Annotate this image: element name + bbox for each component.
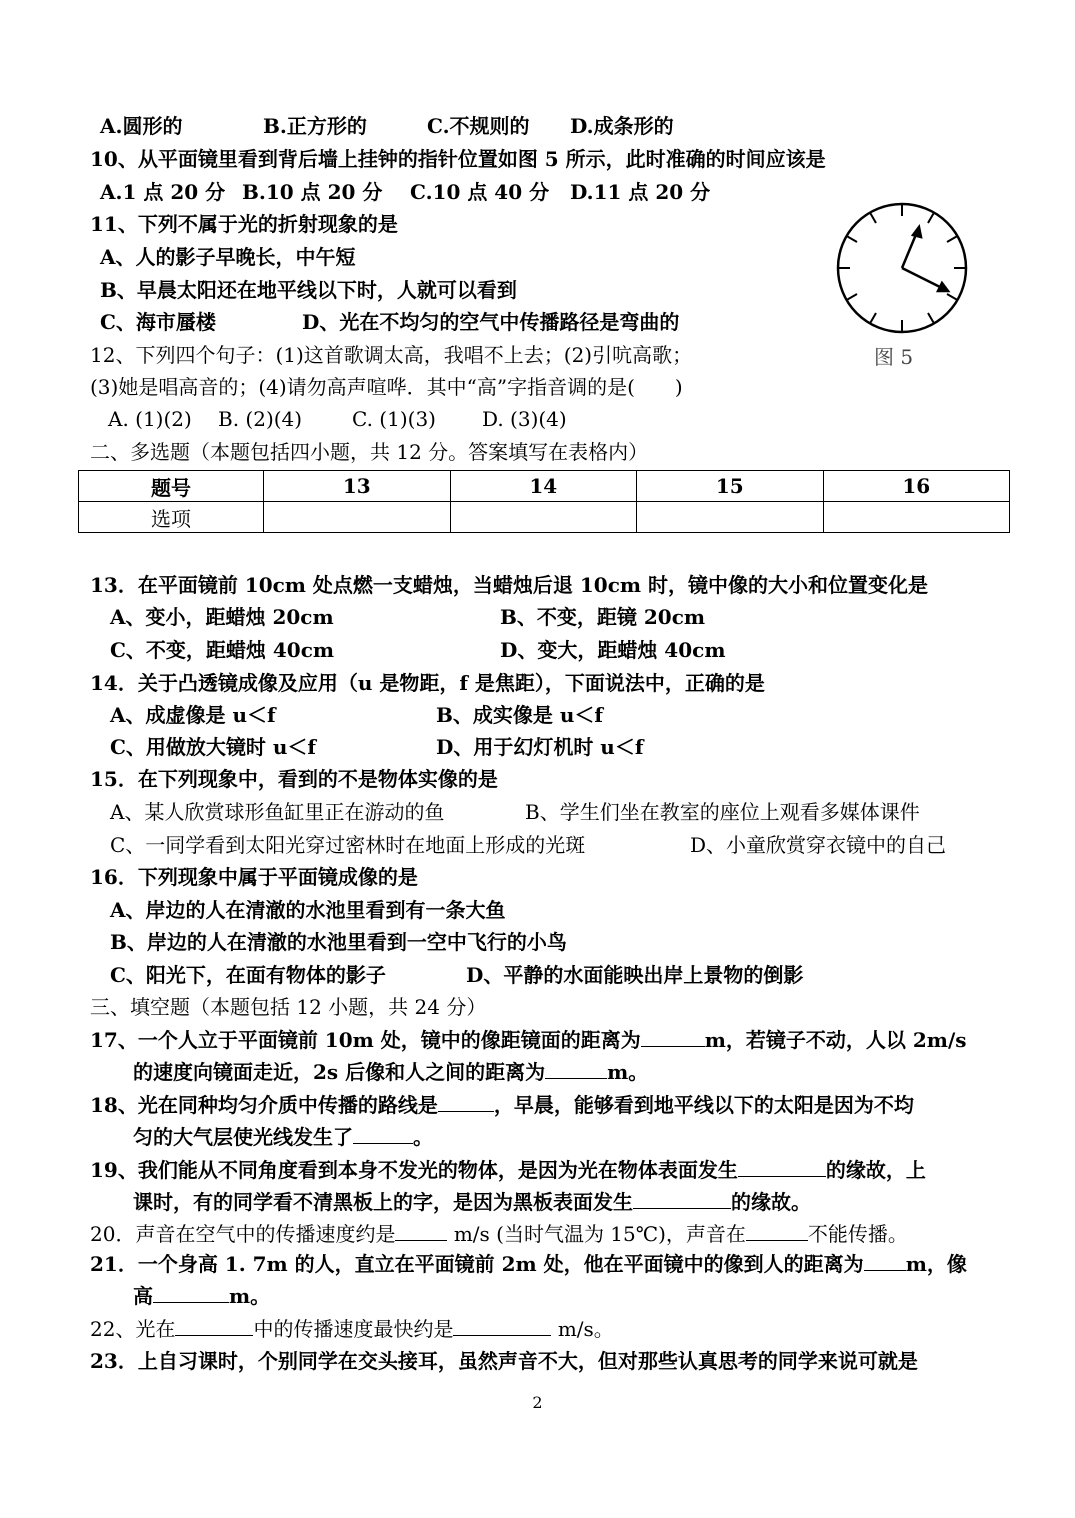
q17-line1	[90, 1027, 967, 1053]
q11-stem: 11、下列不属于光的折射现象的是	[90, 212, 398, 236]
q10-option-c: C.10 点 40 分	[410, 180, 550, 204]
q13-option-c: C、不变，距蜡烛 40cm	[110, 638, 335, 662]
q17-line2	[133, 1059, 648, 1085]
q10-option-b: B.10 点 20 分	[242, 180, 383, 204]
q19-line1	[90, 1157, 926, 1183]
q19-text: 课时，有的同学看不清黑板上的字，是因为黑板表面发生	[133, 1190, 633, 1214]
page-number: 2	[532, 1393, 543, 1412]
q10-stem: 10、从平面镜里看到背后墙上挂钟的指针位置如图 5 所示，此时准确的时间应该是	[90, 147, 826, 171]
q21-line2	[133, 1283, 270, 1309]
q17-blank-1[interactable]	[641, 1028, 705, 1047]
q22-blank-2[interactable]	[453, 1317, 551, 1336]
q21-line1	[90, 1251, 967, 1277]
q21-text: 21．一个身高 1. 7m 的人，直立在平面镜前 2m 处，他在平面镜中的像到人的距离为	[90, 1252, 864, 1276]
clock-figure	[834, 200, 970, 336]
q21-text: 高	[133, 1284, 153, 1308]
q14-stem: 14．关于凸透镜成像及应用（u 是物距，f 是焦距），下面说法中，正确的是	[90, 671, 765, 695]
q12-option-d: D. (3)(4)	[482, 407, 567, 431]
q18-blank-1[interactable]	[438, 1093, 494, 1112]
hour-hand	[902, 232, 917, 268]
q18-text: ，早晨，能够看到地平线以下的太阳是因为不均	[493, 1093, 914, 1117]
q12-line2: (3)她是唱高音的；(4)请勿高声喧哗．其中“高”字指音调的是( )	[90, 375, 683, 399]
section3-heading: 三、填空题（本题包括 12 小题，共 24 分）	[90, 995, 487, 1019]
answer-table-row2-label: 选项	[79, 502, 264, 533]
q22-text: 22、光在	[90, 1317, 176, 1341]
q14-option-b: B、成实像是 u＜f	[436, 703, 604, 727]
hour-hand-arrow	[913, 227, 921, 237]
answer-cell[interactable]	[637, 502, 824, 533]
q22-text: 中的传播速度最快约是	[253, 1317, 454, 1341]
answer-table-number: 16	[823, 471, 1010, 502]
q18-text: 匀的大气层使光线发生了	[133, 1125, 353, 1149]
q17-text: 的速度向镜面走近，2s 后像和人之间的距离为	[133, 1060, 546, 1084]
clock-hands	[902, 227, 948, 291]
q17-blank-2[interactable]	[545, 1060, 607, 1079]
section2-heading: 二、多选题（本题包括四小题，共 12 分。答案填写在表格内）	[90, 440, 649, 464]
q9-option-d: D.成条形的	[570, 114, 674, 138]
answer-table-header-row	[79, 471, 1010, 502]
q17-text: m，若镜子不动，人以 2m/s	[704, 1028, 967, 1052]
figure-caption: 图 5	[874, 345, 914, 369]
q11-option-a: A、人的影子早晚长，中午短	[100, 245, 356, 269]
q23-stem: 23．上自习课时，个别同学在交头接耳，虽然声音不大，但对那些认真思考的同学来说可就是	[90, 1349, 918, 1373]
q13-option-d: D、变大，距蜡烛 40cm	[500, 638, 726, 662]
q15-option-c: C、一同学看到太阳光穿过密林时在地面上形成的光斑	[110, 833, 586, 857]
q21-blank-1[interactable]	[864, 1252, 906, 1271]
answer-table-number: 13	[264, 471, 451, 502]
q13-stem: 13．在平面镜前 10cm 处点燃一支蜡烛，当蜡烛后退 10cm 时，镜中像的大小和位置变化是	[90, 573, 929, 597]
answer-cell[interactable]	[264, 502, 451, 533]
q19-blank-1[interactable]	[738, 1158, 826, 1177]
q20-blank-2[interactable]	[746, 1222, 808, 1241]
q19-text: 的缘故，上	[825, 1158, 926, 1182]
q17-text: m。	[607, 1060, 649, 1084]
answer-cell[interactable]	[823, 502, 1010, 533]
q9-option-c: C.不规则的	[427, 114, 530, 138]
q15-option-b: B、学生们坐在教室的座位上观看多媒体课件	[525, 800, 920, 824]
q16-option-a: A、岸边的人在清澈的水池里看到有一条大鱼	[110, 898, 506, 922]
q17-text: 17、一个人立于平面镜前 10m 处，镜中的像距镜面的距离为	[90, 1028, 641, 1052]
q13-option-a: A、变小，距蜡烛 20cm	[110, 605, 334, 629]
q22-text: m/s。	[557, 1317, 614, 1341]
q20-text: 20．声音在空气中的传播速度约是	[90, 1222, 396, 1246]
q10-option-d: D.11 点 20 分	[570, 180, 711, 204]
q19-text: 的缘故。	[731, 1190, 811, 1214]
q11-option-c: C、海市蜃楼	[100, 310, 216, 334]
answer-cell[interactable]	[450, 502, 637, 533]
q22-blank-1[interactable]	[175, 1317, 253, 1336]
q18-line1	[90, 1092, 914, 1118]
q20-blank-1[interactable]	[395, 1222, 447, 1241]
q19-blank-2[interactable]	[633, 1190, 731, 1209]
q20-text: m/s (当时气温为 15℃)，声音在	[453, 1222, 746, 1246]
q9-option-a: A.圆形的	[100, 114, 183, 138]
q20-text: 不能传播。	[807, 1222, 908, 1246]
q18-text: 18、光在同种均匀介质中传播的路线是	[90, 1093, 438, 1117]
q18-blank-2[interactable]	[353, 1125, 413, 1144]
q12-option-b: B. (2)(4)	[218, 407, 303, 431]
q13-option-b: B、不变，距镜 20cm	[500, 605, 706, 629]
q19-text: 19、我们能从不同角度看到本身不发光的物体，是因为光在物体表面发生	[90, 1158, 738, 1182]
q18-text: 。	[413, 1125, 433, 1149]
q16-stem: 16．下列现象中属于平面镜成像的是	[90, 865, 418, 889]
answer-table-row1-label: 题号	[79, 471, 264, 502]
q12-option-a: A. (1)(2)	[108, 407, 192, 431]
answer-table-answer-row	[79, 502, 1010, 533]
minute-hand	[902, 268, 942, 288]
q16-option-d: D、平静的水面能映出岸上景物的倒影	[466, 963, 804, 987]
answer-table	[78, 470, 1010, 533]
q21-blank-2[interactable]	[153, 1284, 229, 1303]
q15-option-d: D、小童欣赏穿衣镜中的自己	[690, 833, 947, 857]
q12-line1: 12、下列四个句子：(1)这首歌调太高，我唱不上去；(2)引吭高歌；	[90, 343, 693, 367]
answer-table-number: 14	[450, 471, 637, 502]
q11-option-b: B、早晨太阳还在地平线以下时，人就可以看到	[100, 278, 517, 302]
q15-stem: 15．在下列现象中，看到的不是物体实像的是	[90, 767, 498, 791]
minute-hand-arrow	[938, 283, 948, 291]
q14-option-d: D、用于幻灯机时 u＜f	[436, 735, 644, 759]
q19-line2	[133, 1189, 811, 1215]
q10-option-a: A.1 点 20 分	[100, 180, 226, 204]
q22-line	[90, 1316, 614, 1342]
q15-option-a: A、某人欣赏球形鱼缸里正在游动的鱼	[110, 800, 445, 824]
answer-table-number: 15	[637, 471, 824, 502]
q21-text: m，像	[905, 1252, 967, 1276]
q11-option-d: D、光在不均匀的空气中传播路径是弯曲的	[302, 310, 680, 334]
q9-option-b: B.正方形的	[263, 114, 367, 138]
q14-option-c: C、用做放大镜时 u＜f	[110, 735, 317, 759]
q16-option-c: C、阳光下，在面有物体的影子	[110, 963, 386, 987]
q20-line	[90, 1221, 908, 1247]
q12-option-c: C. (1)(3)	[352, 407, 436, 431]
q21-text: m。	[229, 1284, 271, 1308]
q16-option-b: B、岸边的人在清澈的水池里看到一空中飞行的小鸟	[110, 930, 567, 954]
q18-line2	[133, 1124, 433, 1150]
q14-option-a: A、成虚像是 u＜f	[110, 703, 276, 727]
